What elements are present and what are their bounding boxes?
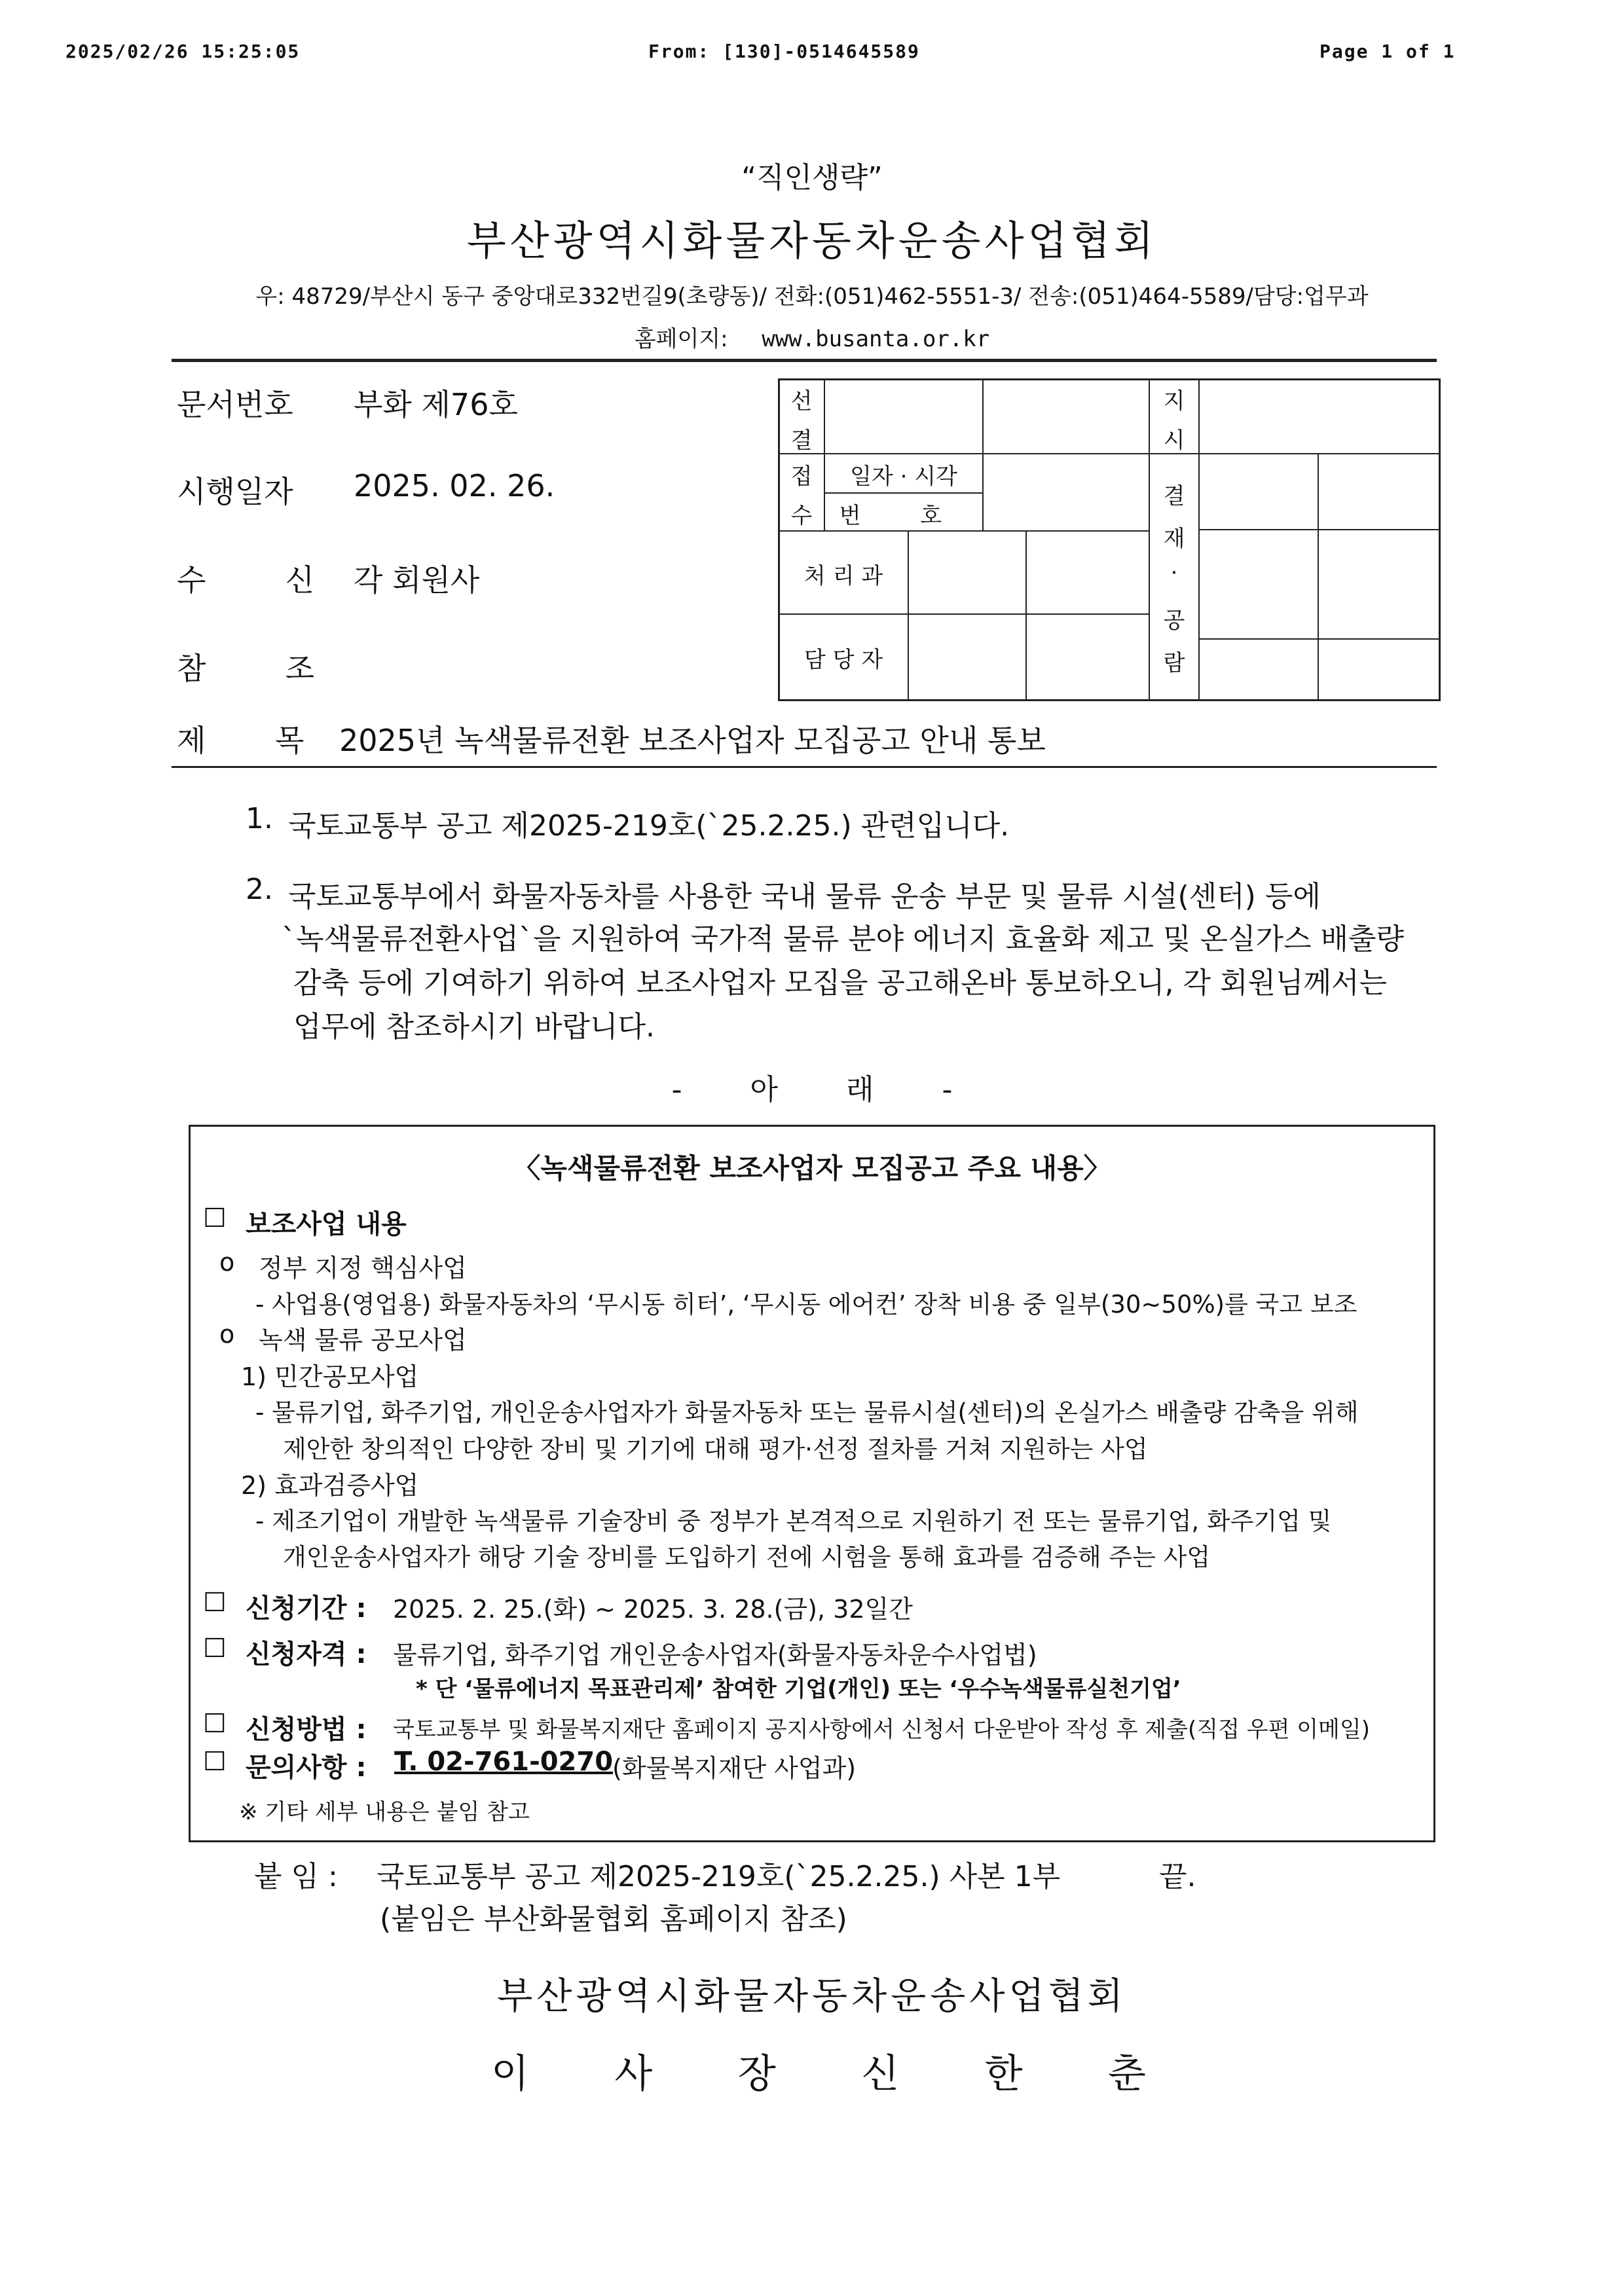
approval-vline-6 xyxy=(1198,378,1200,701)
approval-vline-2 xyxy=(982,378,984,532)
approval-hline-6 xyxy=(1198,638,1441,640)
core-project-desc: - 사업용(영업용) 화물자동차의 ‘무시동 히터’, ‘무시동 에어컨’ 장착 비용 중 일부(30~50%)를 국고 보조 xyxy=(255,1290,1357,1319)
org-homepage xyxy=(0,321,1624,353)
signature-title-2: 사 xyxy=(614,2051,653,2097)
date-label: 시행일자 xyxy=(177,474,293,509)
subject-label-1: 제 xyxy=(177,723,206,758)
approval-vline-3 xyxy=(908,532,909,701)
civil-project-line-1: - 물류기업, 화주기업, 개인운송사업자가 화물자동차 또는 물류시설(센터)의 온실가스 배출량 감축을 위해 xyxy=(255,1398,1359,1427)
approval-hline-3 xyxy=(778,530,1150,532)
approval-border-bottom xyxy=(778,699,1441,701)
para-2-line-4: 업무에 참조하시기 바랍니다. xyxy=(293,1010,655,1044)
fax-page: Page 1 of 1 xyxy=(1320,41,1456,62)
attachment-end: 끝. xyxy=(1159,1860,1196,1893)
approval-vline-7 xyxy=(1318,453,1319,701)
core-project-title: 정부 지정 핵심사업 xyxy=(259,1254,467,1283)
approval-hline-2 xyxy=(825,492,984,494)
motto: “직인생략” xyxy=(741,161,883,194)
org-address: 우: 48729/부산시 동구 중앙대로332번길9(초량동)/ 전화:(051)462-5551-3/ 전송:(051)464-5589/담당:업무과 xyxy=(255,283,1369,310)
approval-si: 시 xyxy=(1163,428,1185,454)
doc-no-label: 문서번호 xyxy=(177,387,293,422)
subject-text: 2025년 녹색물류전환 보조사업자 모집공고 안내 통보 xyxy=(339,723,1046,758)
approval-ram: 람 xyxy=(1163,650,1185,676)
effect-project-line-1: - 제조기업이 개발한 녹색물류 기술장비 중 정부가 본격적으로 지원하기 전 또는 물류기업, 화주기업 및 xyxy=(255,1507,1332,1535)
effect-project-line-2: 개인운송사업자가 해당 기술 장비를 도입하기 전에 시험을 통해 효과를 검증해 주는 사업 xyxy=(283,1543,1211,1571)
signature-title-1: 이 xyxy=(491,2051,529,2097)
civil-project-line-2: 제안한 창의적인 다양한 장비 및 기기에 대해 평가·선정 절차를 거쳐 지원하는 사업 xyxy=(283,1435,1148,1463)
attachment-label: 붙 임 : xyxy=(254,1860,338,1893)
inquiry-label: 문의사항 : xyxy=(246,1753,367,1783)
inquiry-org: (화물복지재단 사업과) xyxy=(612,1754,857,1783)
signature-name-1: 신 xyxy=(861,2051,900,2097)
qualification-note: * 단 ‘물류에너지 목표관리제’ 참여한 기업(개인) 또는 ‘우수녹색물류실천기업’ xyxy=(416,1676,1181,1702)
method-label: 신청방법 : xyxy=(246,1715,367,1745)
below-marker: - 아 래 - xyxy=(671,1073,953,1106)
para-2-line-3: 감축 등에 기여하기 위하여 보조사업자 모집을 공고해온바 통보하오니, 각 회원님께서는 xyxy=(293,966,1388,1000)
approval-hline-1 xyxy=(778,453,1441,454)
summary-title: 〈녹색물류전환 보조사업자 모집공고 주요 내용〉 xyxy=(513,1152,1111,1184)
signature-name-2: 한 xyxy=(984,2051,1023,2097)
section-support-content: 보조사업 내용 xyxy=(246,1209,407,1239)
signature-org: 부산광역시화물자동차운송사업협회 xyxy=(497,1975,1127,2018)
approval-vline-4 xyxy=(1025,532,1027,701)
period-value: 2025. 2. 25.(화) ~ 2025. 3. 28.(금), 32일간 xyxy=(393,1595,913,1624)
approval-jae: 재 xyxy=(1163,526,1185,552)
civil-project-title: 1) 민간공모사업 xyxy=(241,1362,419,1391)
approval-ji: 지 xyxy=(1163,388,1185,414)
circle-bullet-icon: o xyxy=(219,1248,235,1277)
date-value: 2025. 02. 26. xyxy=(354,468,555,503)
checkbox-icon: ☐ xyxy=(203,1588,227,1618)
ref-label xyxy=(177,645,314,688)
to-label xyxy=(177,556,314,600)
para-2-num: 2. xyxy=(246,873,273,906)
ref-label-1: 참 xyxy=(177,651,206,686)
ref-label-2: 조 xyxy=(285,651,314,686)
para-2-line-1: 국토교통부에서 화물자동차를 사용한 국내 물류 운송 부문 및 물류 시설(센터) 등에 xyxy=(288,880,1321,913)
checkbox-icon: ☐ xyxy=(203,1709,227,1739)
approval-jeop: 접 xyxy=(790,464,813,490)
approval-seon: 선 xyxy=(790,388,813,414)
approval-dot: · xyxy=(1170,560,1178,586)
org-title: 부산광역시화물자동차운송사업협회 xyxy=(466,217,1158,264)
approval-date-time: 일자 · 시각 xyxy=(850,464,957,490)
circle-bullet-icon: o xyxy=(219,1320,235,1349)
fax-timestamp: 2025/02/26 15:25:05 xyxy=(65,41,301,62)
doc-no: 부화 제76호 xyxy=(354,387,518,422)
attachment-text: 국토교통부 공고 제2025-219호(`25.2.25.) 사본 1부 xyxy=(377,1860,1061,1893)
inquiry-phone: T. 02-761-0270 xyxy=(394,1747,614,1777)
checkbox-icon: ☐ xyxy=(203,1633,227,1664)
approval-border-right xyxy=(1439,378,1441,701)
attachment-note: (붙임은 부산화물협회 홈페이지 참조) xyxy=(380,1903,847,1936)
green-project-title: 녹색 물류 공모사업 xyxy=(259,1326,467,1355)
effect-project-title: 2) 효과검증사업 xyxy=(241,1471,419,1500)
homepage-label: 홈페이지: xyxy=(634,326,728,352)
signature-name-3: 춘 xyxy=(1108,2051,1146,2097)
approval-su: 수 xyxy=(790,503,813,529)
approval-gyeol2: 결 xyxy=(1163,483,1185,509)
para-1: 국토교통부 공고 제2025-219호(`25.2.25.) 관련입니다. xyxy=(288,809,1010,843)
homepage-url: www.busanta.or.kr xyxy=(762,326,990,352)
subject-rule xyxy=(172,766,1437,768)
approval-person: 담 당 자 xyxy=(803,647,883,673)
subject-label-2: 목 xyxy=(275,723,304,758)
qualification-value: 물류기업, 화주기업 개인운송사업자(화물자동차운수사업법) xyxy=(393,1641,1037,1669)
method-value: 국토교통부 및 화물복지재단 홈페이지 공지사항에서 신청서 다운받아 작성 후 제출(직접 우편 이메일) xyxy=(393,1717,1371,1743)
approval-hline-5 xyxy=(1198,529,1441,530)
fax-from: From: [130]-0514645589 xyxy=(648,41,920,62)
checkbox-icon: ☐ xyxy=(203,1747,227,1777)
checkbox-icon: ☐ xyxy=(203,1203,227,1233)
etc-note: ※ 기타 세부 내용은 붙임 참고 xyxy=(239,1799,530,1825)
approval-border-top xyxy=(778,378,1441,380)
approval-number: 번 호 xyxy=(839,503,969,529)
approval-gong: 공 xyxy=(1163,608,1185,634)
para-2-line-2: `녹색물류전환사업`을 지원하여 국가적 물류 분야 에너지 효율화 제고 및 온실가스 배출량 xyxy=(282,922,1405,956)
approval-dept: 처 리 과 xyxy=(803,563,883,589)
period-label: 신청기간 : xyxy=(246,1594,367,1624)
signature-title-3: 장 xyxy=(737,2051,776,2097)
to-label-1: 수 xyxy=(177,562,206,598)
approval-hline-4 xyxy=(778,613,1150,615)
header-rule xyxy=(172,359,1437,362)
para-1-num: 1. xyxy=(246,802,273,835)
qualification-label: 신청자격 : xyxy=(246,1639,367,1669)
to-label-2: 신 xyxy=(285,562,314,598)
signature-line xyxy=(491,2043,1146,2099)
approval-gyeol: 결 xyxy=(790,428,813,454)
to-value: 각 회원사 xyxy=(354,562,480,598)
